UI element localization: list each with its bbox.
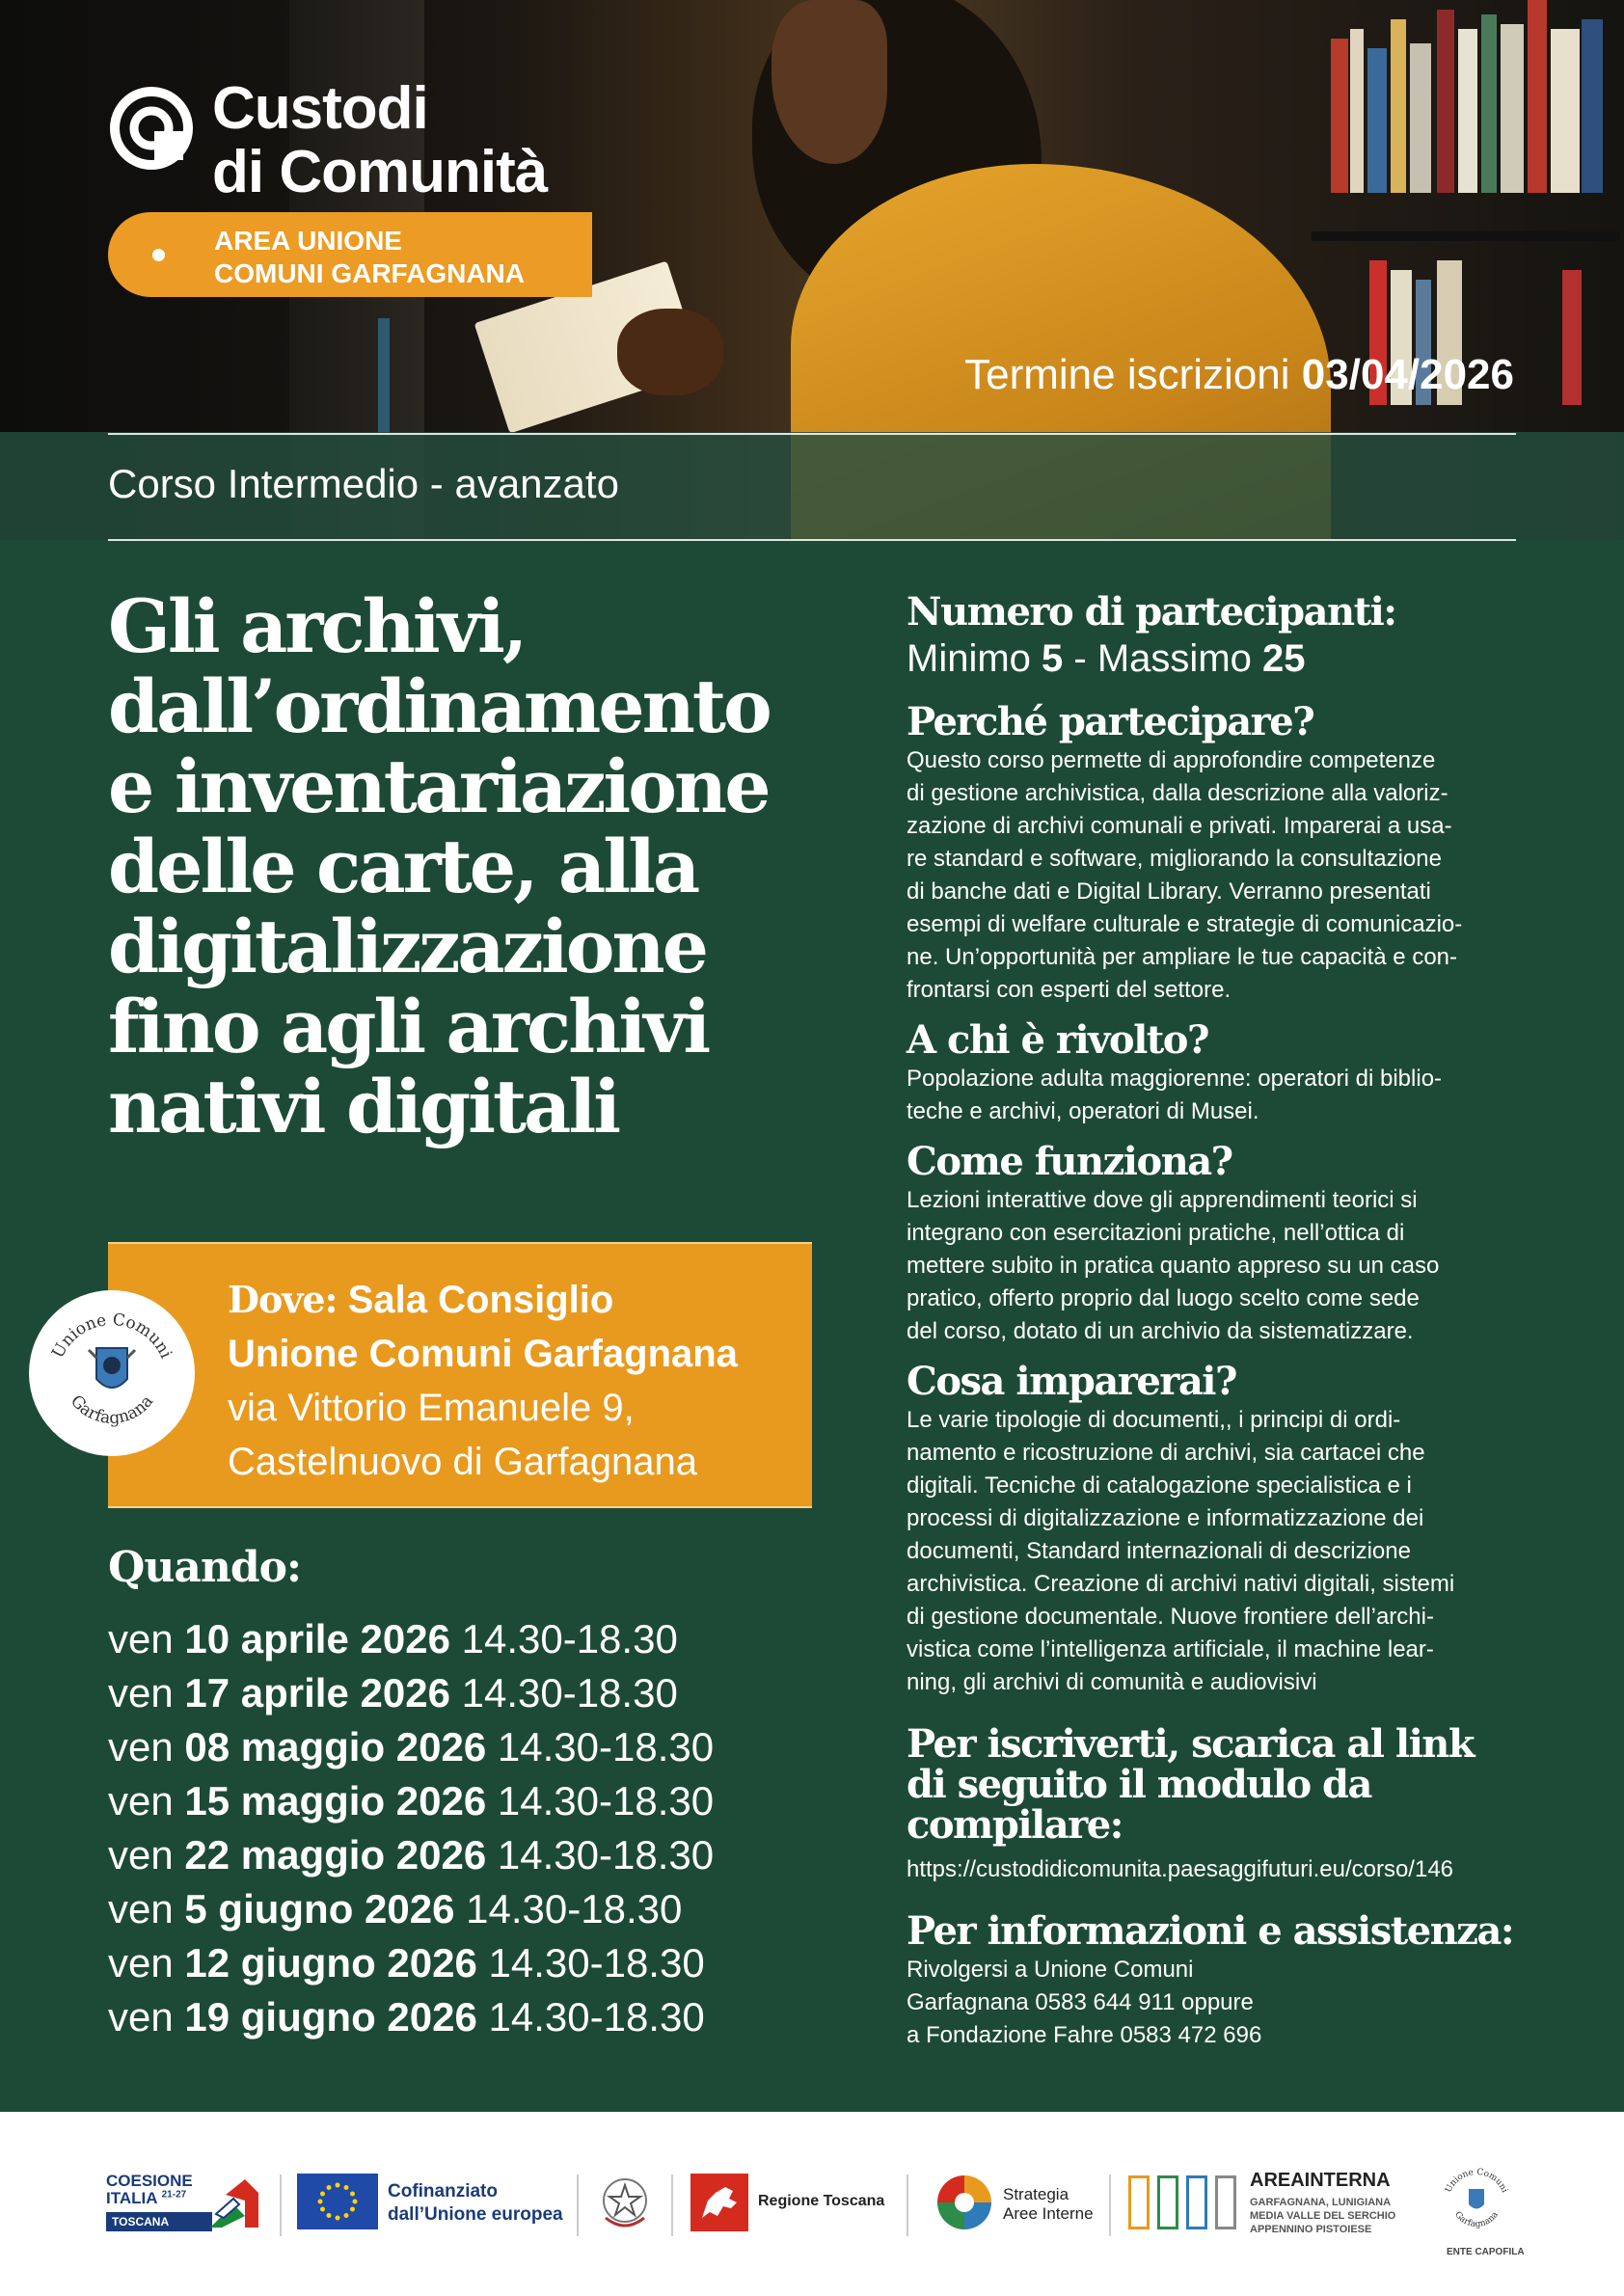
seal-bottom-text: Garfagnana (66, 1391, 158, 1428)
session-item: ven 5 giugno 2026 14.30-18.30 (108, 1886, 683, 1931)
divider (108, 433, 1516, 435)
session-item: ven 08 maggio 2026 14.30-18.30 (108, 1724, 715, 1769)
session-list (108, 1612, 714, 2044)
book-spine (1528, 0, 1547, 193)
eu-cofinanced-line-1: Cofinanziato (388, 2181, 498, 2201)
title-line: digitalizzazione (108, 904, 707, 989)
learn-title: Cosa imparerai? (907, 1359, 1236, 1404)
book-spine (1562, 270, 1582, 405)
coesione-arrows-icon (206, 2175, 260, 2231)
areainterna-sub-1: GARFAGNANA, LUNIGIANA (1250, 2197, 1392, 2208)
svg-text:Garfagnana: Garfagnana (1452, 2209, 1501, 2229)
divider (108, 539, 1516, 541)
divider (280, 2174, 282, 2236)
location-place-line-1 (228, 1273, 738, 1327)
strategia-line-2: Aree Interne (1003, 2204, 1094, 2223)
divider (1109, 2174, 1111, 2236)
info-text: Rivolgersi a Unione Comuni Garfagnana 0583 644 911 oppure a Fondazione Fahre 0583 472 696 (907, 1957, 1262, 2048)
session-item: ven 22 maggio 2026 14.30-18.30 (108, 1832, 715, 1877)
course-title (108, 583, 802, 1149)
location-box (108, 1242, 812, 1508)
coesione-italia-logo: COESIONE ITALIA $^{21-27}$ TOSCANA (106, 2172, 260, 2239)
how-title: Come funziona? (907, 1139, 1232, 1184)
location-place-line-2: Unione Comuni Garfagnana (228, 1333, 738, 1375)
eu-cofinanced-line-2: dall’Unione europea (388, 2204, 563, 2225)
location-label: Dove: (228, 1278, 338, 1321)
details-column (907, 590, 1524, 2052)
signup-title: Per iscriverti, scarica al link di seguito il modulo da compilare: (907, 1721, 1475, 1848)
audience-title: A chi è rivolto? (907, 1017, 1208, 1063)
divider (671, 2174, 673, 2236)
unione-comuni-seal (29, 1290, 195, 1456)
seal-emblem-icon (29, 1290, 195, 1456)
session-item: ven 12 giugno 2026 14.30-18.30 (108, 1940, 705, 1985)
regione-toscana-label: Regione Toscana (758, 2193, 885, 2209)
divider (907, 2174, 908, 2236)
when-title: Quando: (108, 1543, 302, 1592)
session-item: ven 17 aprile 2026 14.30-18.30 (108, 1670, 678, 1715)
why-text: Questo corso permette di approfondire competenze di gestione archivistica, dalla descrizione alla valoriz- zazione di archivi comunali e privati. Imparerai a usa- re standard e software, migliorando la consultazione di banche dati e Digital Library. Verranno presentati esempi di welfare culturale e strategie di comunicazio- ne. Un’opportunità per ampliare le tue capacità e con- frontarsi con esperti del settore. (907, 747, 1463, 1003)
book-spine (1437, 10, 1454, 193)
areainterna-sub-2: MEDIA VALLE DEL SERCHIO (1250, 2210, 1396, 2222)
reader-hand (617, 309, 723, 395)
partners-footer (0, 2112, 1624, 2296)
location-text (228, 1273, 738, 1489)
learn-text: Le varie tipologie di documenti,, i principi di ordi- namento e ricostruzione di archivi, sia cartacei che digitali. Tecniche di catalogazione specialistica e i processi di digitalizzazione e informatizzazione dei documenti, Standard internazionali di descrizione archivistica. Creazione di archivi nativi digitali, sistemi di gestione documentale. Nuove frontiere dell’archi- vistica come l’intelligenza artificiale, il machine lear- ning, gli archivi di comunità e audiovisivi (907, 1407, 1455, 1695)
book-spine (1350, 29, 1364, 193)
svg-text:Unione Comuni: Unione Comuni (1444, 2167, 1509, 2195)
book-spine (1331, 39, 1348, 193)
deadline-label: Termine iscrizioni (964, 351, 1290, 398)
ente-capofila-label: ENTE CAPOFILA (1447, 2247, 1525, 2257)
logo-line-1: Custodi (212, 75, 428, 142)
registration-deadline (964, 351, 1514, 399)
title-line: delle carte, alla (108, 824, 698, 909)
book-spine (378, 318, 390, 434)
signup-link[interactable]: https://custodidicomunita.paesaggifuturi.eu/corso/146 (907, 1856, 1454, 1882)
session-item: ven 10 aprile 2026 14.30-18.30 (108, 1616, 678, 1661)
course-level: Corso Intermedio - avanzato (108, 461, 619, 506)
info-title: Per informazioni e assistenza: (907, 1908, 1514, 1954)
logo-line-2: di Comunità (212, 139, 548, 205)
title-line: fino agli archivi (108, 984, 709, 1069)
audience-text: Popolazione adulta maggiorenne: operatori di biblio- teche e archivi, operatori di Musei. (907, 1066, 1443, 1124)
title-line: Gli archivi, (108, 583, 526, 669)
book-spine (1481, 14, 1497, 193)
ente-capofila-seal-icon (1435, 2158, 1518, 2241)
book-spine (1312, 231, 1620, 241)
area-badge-line-2: COMUNI GARFAGNANA (214, 258, 525, 288)
location-address-line-2: Castelnuovo di Garfagnana (228, 1441, 697, 1483)
custodi-logo (108, 75, 609, 205)
bullet-dot-icon (152, 249, 165, 261)
italian-republic-emblem-icon (598, 2172, 652, 2233)
participants-range: Minimo 5 - Massimo 25 (907, 637, 1306, 680)
coesione-region-bar: TOSCANA (106, 2212, 212, 2231)
book-spine (1367, 48, 1387, 193)
areainterna-logo-icon (1128, 2175, 1238, 2229)
title-line: e inventariazione (108, 743, 769, 829)
location-place: Sala Consiglio (347, 1279, 614, 1321)
book-spine (1582, 19, 1603, 193)
seal-top-text: Unione Comuni (48, 1310, 176, 1362)
area-badge (108, 212, 592, 297)
regione-toscana-icon (690, 2174, 748, 2231)
areainterna-sub-3: APPENNINO PISTOIESE (1250, 2224, 1372, 2235)
area-badge-line-1: AREA UNIONE (214, 226, 402, 256)
book-spine (1458, 29, 1477, 193)
areainterna-title: AREAINTERNA (1250, 2170, 1391, 2191)
session-item: ven 19 giugno 2026 14.30-18.30 (108, 1994, 705, 2039)
book-spine (1410, 43, 1431, 193)
custodi-logo-icon (108, 85, 195, 172)
svg-text:Garfagnana (67, 1391, 157, 1428)
how-text: Lezioni interattive dove gli apprendimenti teorici si integrano con esercitazioni pratiche, nell’ottica di mettere subito in pratica quanto appreso su un caso pratico, offerto proprio dal luogo scelto come sede del corso, dotato di un archivio da sistematizzare. (907, 1187, 1440, 1344)
participants-title: Numero di partecipanti: (907, 589, 1396, 635)
title-line: dall’ordinamento (108, 663, 770, 749)
divider (577, 2174, 579, 2236)
session-item: ven 15 maggio 2026 14.30-18.30 (108, 1778, 715, 1823)
book-spine (1391, 19, 1406, 193)
eu-flag-icon (297, 2174, 378, 2229)
strategia-line-1: Strategia (1003, 2185, 1069, 2203)
deadline-date: 03/04/2026 (1301, 351, 1514, 398)
location-address-line-1: via Vittorio Emanuele 9, (228, 1387, 635, 1429)
why-title: Perché partecipare? (907, 699, 1314, 744)
strategia-aree-interne-icon (935, 2174, 993, 2231)
book-spine (1551, 29, 1580, 193)
title-line: nativi digitali (108, 1064, 619, 1149)
book-spine (1501, 24, 1524, 193)
